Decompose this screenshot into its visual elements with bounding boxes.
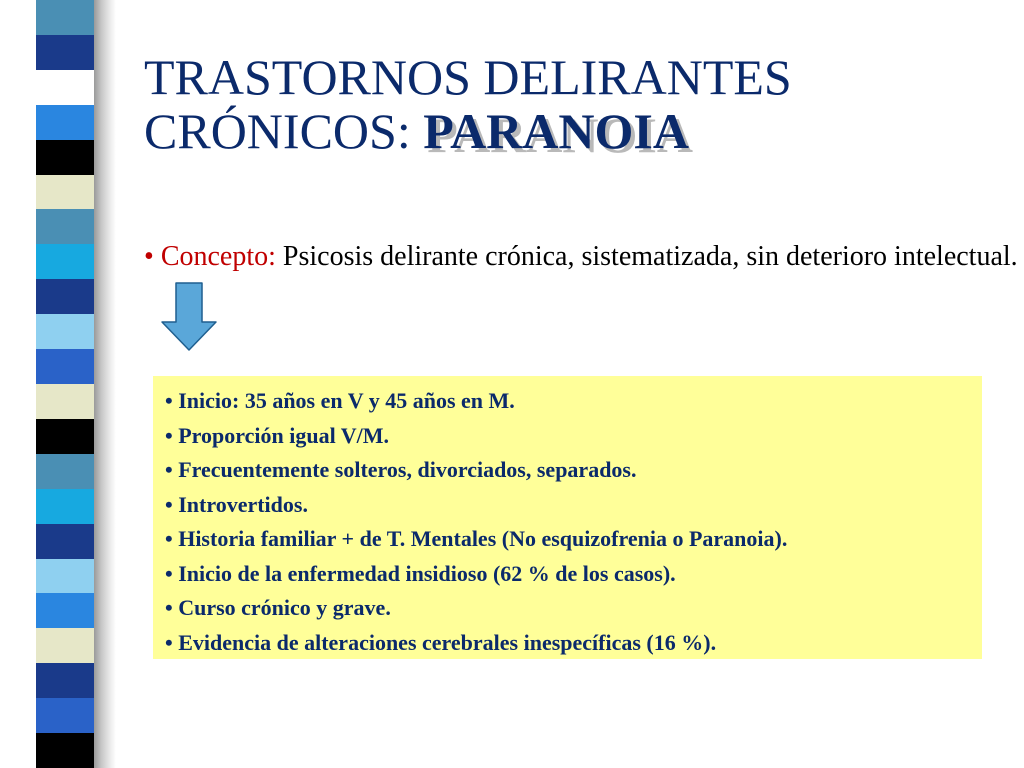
detail-bullet: •	[165, 560, 173, 586]
stripe-segment	[36, 349, 94, 384]
detail-text: Inicio: 35 años en V y 45 años en M.	[178, 388, 515, 413]
stripe-bar-shadow	[94, 0, 116, 768]
detail-text: Evidencia de alteraciones cerebrales inespecíficas (16 %).	[178, 629, 717, 655]
stripe-segment	[36, 559, 94, 594]
title-line-2-prefix: CRÓNICOS:	[144, 103, 424, 159]
detail-bullet: •	[165, 629, 173, 655]
concept-text: Psicosis delirante crónica, sistematizada, sin deterioro intelectual.	[282, 241, 1018, 272]
detail-text: Proporción igual V/M.	[178, 422, 390, 448]
stripe-segment	[36, 593, 94, 628]
detail-bullet: •	[165, 491, 173, 517]
stripe-segment	[36, 419, 94, 454]
arrow-down-icon	[160, 282, 218, 352]
stripe-segment	[36, 209, 94, 244]
detail-bullet: •	[165, 457, 173, 482]
stripe-segment	[36, 105, 94, 140]
detail-item	[165, 488, 982, 523]
detail-item	[165, 453, 982, 488]
detail-bullet: •	[165, 526, 173, 551]
concept-bullet: •	[144, 241, 154, 272]
title-line-1: TRASTORNOS DELIRANTES	[144, 49, 792, 105]
detail-text: Historia familiar + de T. Mentales (No esquizofrenia o Paranoia).	[178, 526, 788, 551]
stripe-segment	[36, 244, 94, 279]
detail-text: Frecuentemente solteros, divorciados, separados.	[178, 457, 637, 482]
details-list	[165, 384, 982, 660]
concept-label: Concepto:	[160, 241, 276, 272]
detail-text: Curso crónico y grave.	[178, 595, 391, 620]
title-emphasis: PARANOIA	[423, 103, 689, 159]
decorative-stripe-bar	[36, 0, 94, 768]
concept-paragraph	[144, 238, 1024, 276]
stripe-segment	[36, 0, 94, 35]
detail-item	[165, 626, 982, 661]
stripe-segment	[36, 524, 94, 559]
stripe-segment	[36, 70, 94, 105]
details-box	[153, 376, 982, 659]
stripe-segment	[36, 140, 94, 175]
detail-text: Inicio de la enfermedad insidioso (62 % de los casos).	[178, 560, 676, 586]
detail-item	[165, 591, 982, 626]
stripe-segment	[36, 489, 94, 524]
stripe-segment	[36, 35, 94, 70]
detail-item	[165, 384, 982, 419]
detail-bullet: •	[165, 388, 173, 413]
detail-bullet: •	[165, 595, 173, 620]
stripe-segment	[36, 279, 94, 314]
stripe-segment	[36, 314, 94, 349]
detail-text: Introvertidos.	[178, 491, 308, 517]
stripe-segment	[36, 175, 94, 210]
stripe-segment	[36, 384, 94, 419]
detail-item	[165, 557, 982, 592]
stripe-segment	[36, 663, 94, 698]
detail-bullet: •	[165, 422, 173, 448]
stripe-segment	[36, 733, 94, 768]
stripe-segment	[36, 454, 94, 489]
stripe-segment	[36, 698, 94, 733]
detail-item	[165, 419, 982, 454]
detail-item	[165, 522, 982, 557]
slide-title	[144, 50, 1004, 158]
stripe-segment	[36, 628, 94, 663]
